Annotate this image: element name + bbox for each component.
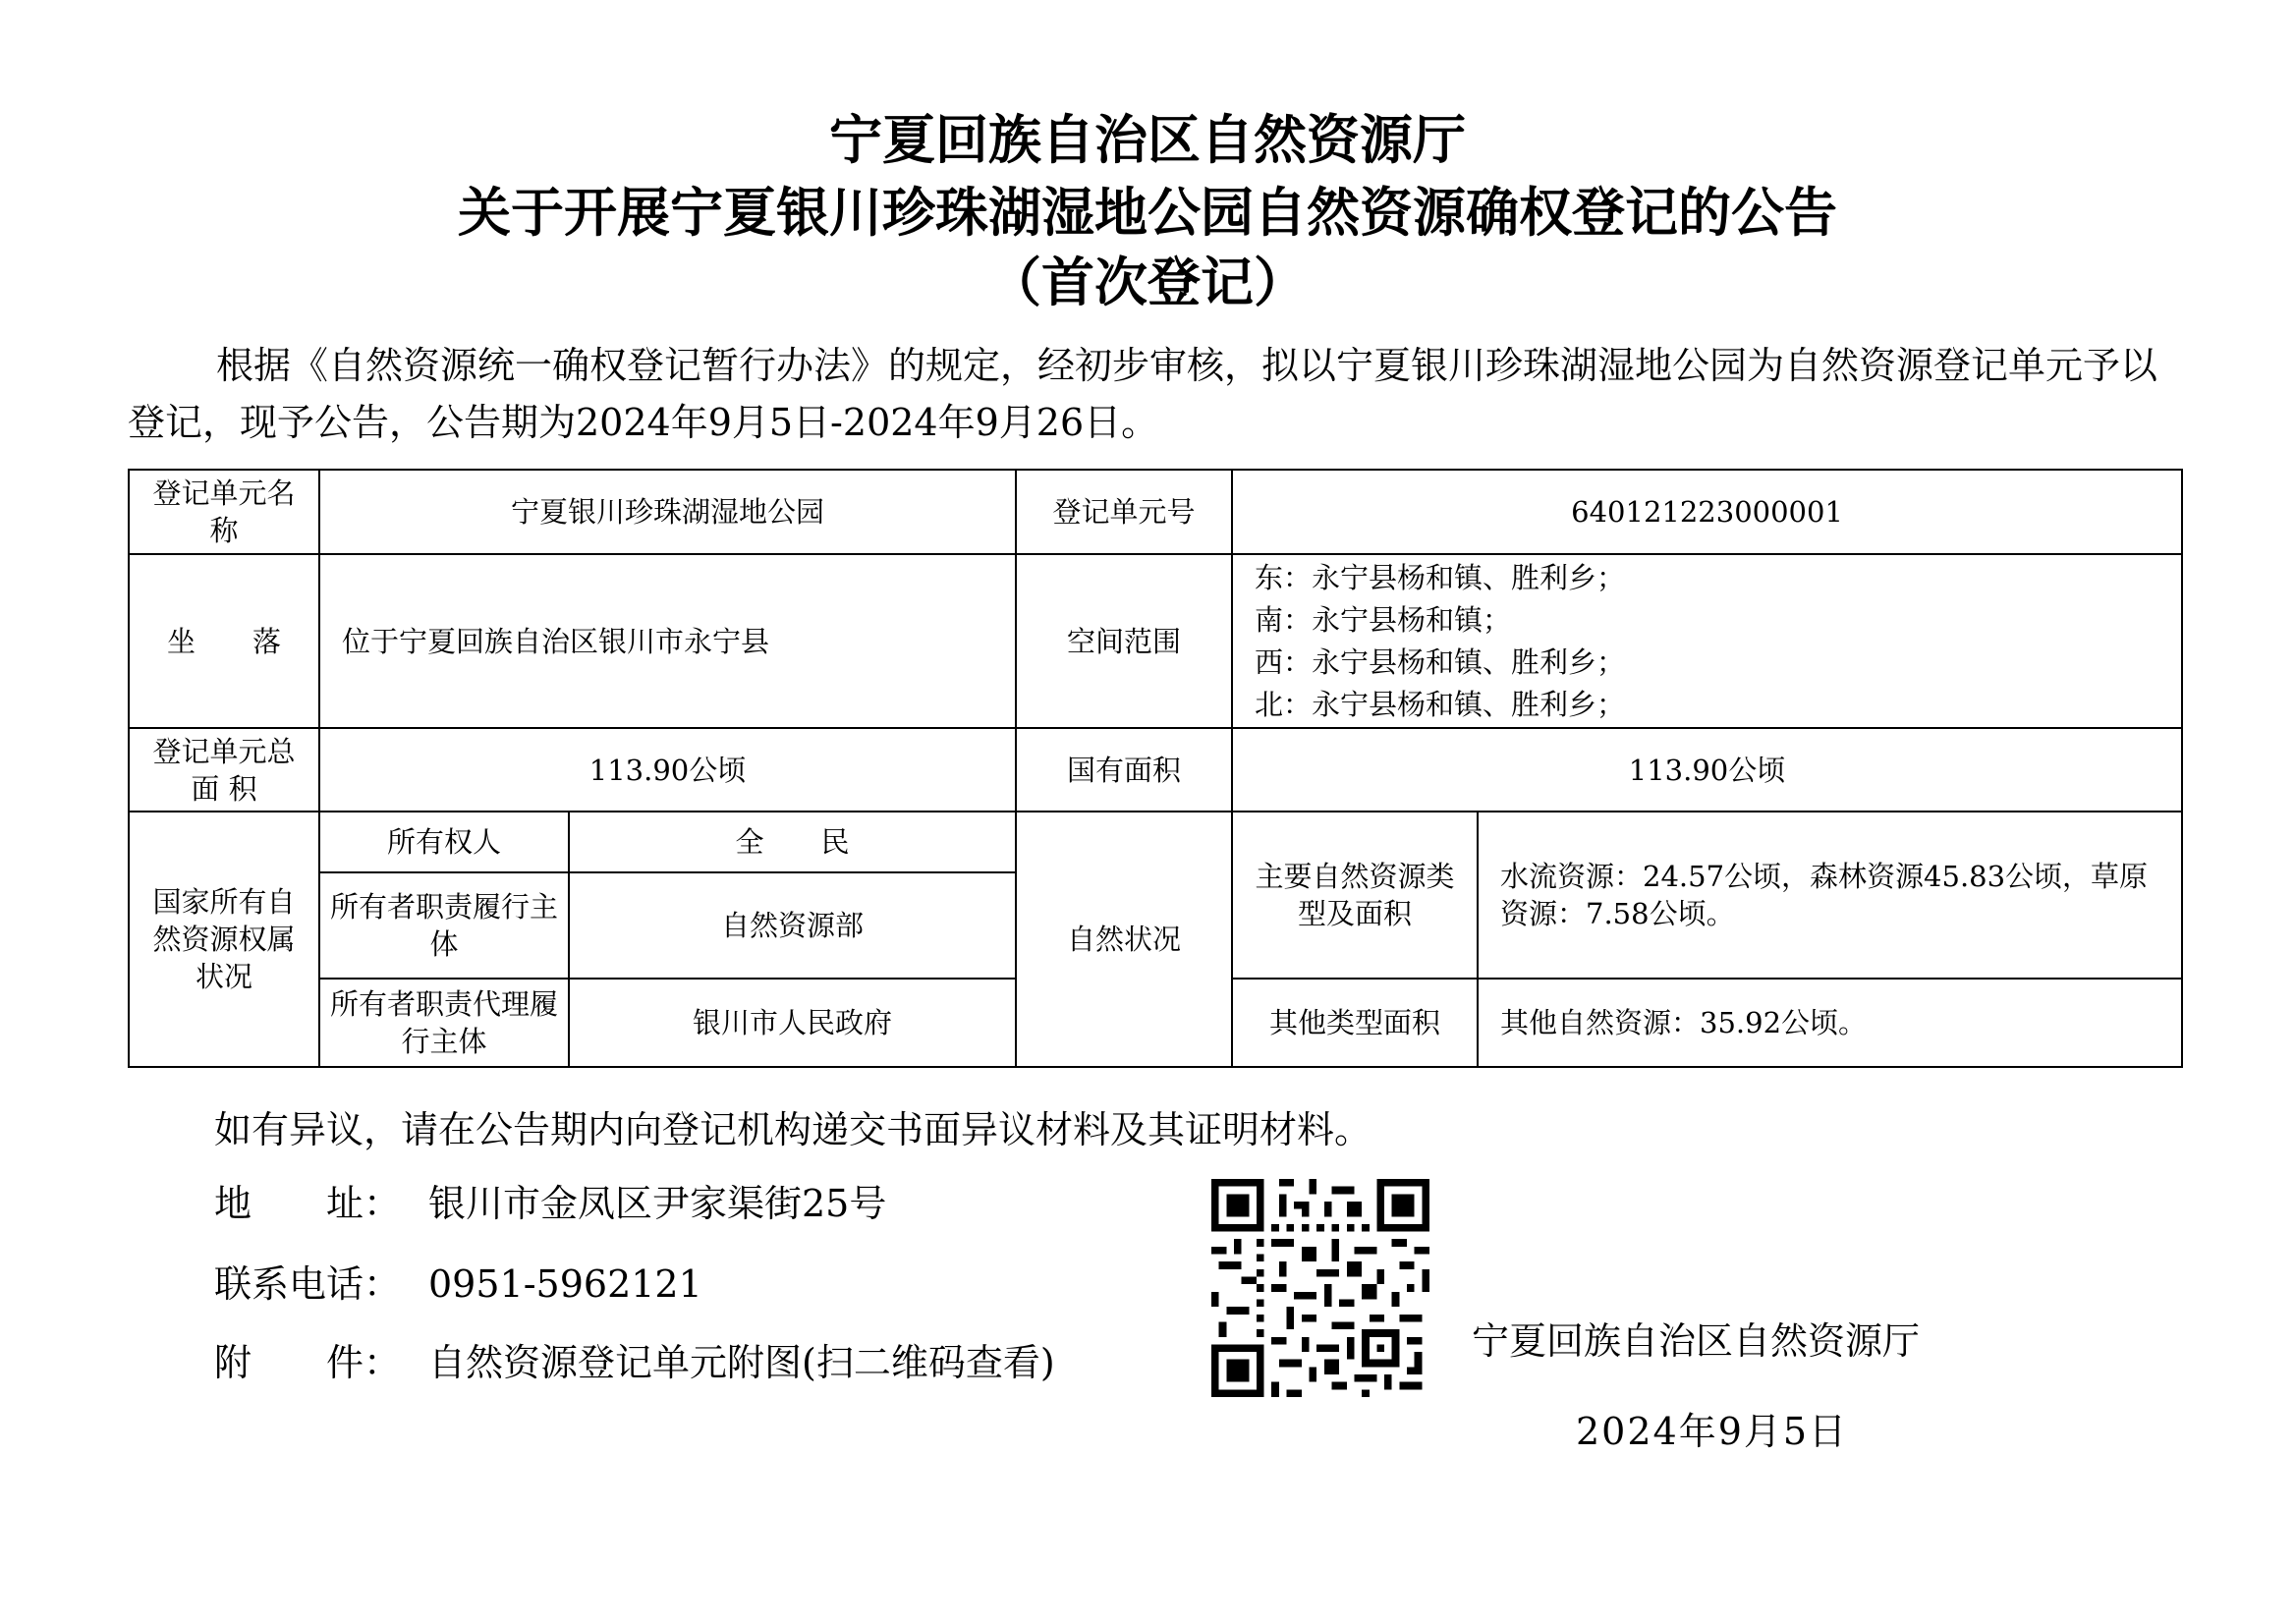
attachment-value: 自然资源登记单元附图(扫二维码查看): [428, 1341, 1055, 1384]
other-type-value: 其他自然资源：35.92公顷。: [1478, 979, 2182, 1067]
address-value: 银川市金凤区尹家渠街25号: [428, 1182, 887, 1225]
intro-paragraph: 根据《自然资源统一确权登记暂行办法》的规定，经初步审核，拟以宁夏银川珍珠湖湿地公园为自然资源登记单元予以登记，现予公告，公告期为2024年9月5日-2024年9月26日。: [128, 344, 2158, 444]
issue-date: 2024年9月5日: [1576, 1410, 1849, 1453]
objection-note: 如有异议，请在公告期内向登记机构递交书面异议材料及其证明材料。: [214, 1108, 1372, 1151]
unit-name-value: 宁夏银川珍珠湖湿地公园: [319, 470, 1016, 554]
location-value: 位于宁夏回族自治区银川市永宁县: [319, 554, 1016, 728]
qr-code-icon[interactable]: [1211, 1179, 1429, 1397]
scope-value: [1232, 554, 2182, 728]
total-area-label: 登记单元总 面 积: [129, 728, 319, 812]
attachment-label: 附 件：: [214, 1341, 402, 1384]
scope-south: 南：永宁县杨和镇；: [1255, 602, 1512, 637]
title-line-1: 宁夏回族自治区自然资源厅: [829, 109, 1466, 171]
main-resource-value: 水流资源：24.57公顷，森林资源45.83公顷，草原资源：7.58公顷。: [1478, 812, 2182, 979]
title-line-2: 关于开展宁夏银川珍珠湖湿地公园自然资源确权登记的公告: [458, 182, 1837, 244]
agent-value: 银川市人民政府: [569, 979, 1016, 1067]
owner-value: 全 民: [569, 812, 1016, 872]
attachment-line: [214, 1338, 1055, 1387]
state-area-value: 113.90公顷: [1232, 728, 2182, 812]
owner-label: 所有权人: [319, 812, 569, 872]
scope-north: 北：永宁县杨和镇、胜利乡；: [1255, 687, 1626, 721]
title-line-3: （首次登记）: [988, 252, 1307, 313]
issuer-signature: 宁夏回族自治区自然资源厅: [1472, 1319, 1921, 1363]
total-area-value: 113.90公顷: [319, 728, 1016, 812]
phone-value: 0951-5962121: [428, 1262, 702, 1306]
unit-no-label: 登记单元号: [1016, 470, 1232, 554]
agent-label: 所有者职责代理履行主体: [319, 979, 569, 1067]
scope-east: 东：永宁县杨和镇、胜利乡；: [1255, 560, 1626, 594]
duty-label: 所有者职责履行主体: [319, 872, 569, 979]
nature-label: 自然状况: [1016, 812, 1232, 1067]
address-line: [214, 1179, 886, 1228]
phone-line: [214, 1260, 702, 1309]
scope-west: 西：永宁县杨和镇、胜利乡；: [1255, 644, 1626, 679]
location-label: 坐 落: [129, 554, 319, 728]
scope-label: 空间范围: [1016, 554, 1232, 728]
unit-no-value: 640121223000001: [1232, 470, 2182, 554]
registration-table: [128, 469, 2183, 1068]
phone-label: 联系电话：: [214, 1262, 402, 1306]
main-resource-label: 主要自然资源类型及面积: [1232, 812, 1478, 979]
address-label: 地 址：: [214, 1182, 402, 1225]
duty-value: 自然资源部: [569, 872, 1016, 979]
ownership-label: 国家所有自然资源权属状况: [129, 812, 319, 1067]
other-type-label: 其他类型面积: [1232, 979, 1478, 1067]
state-area-label: 国有面积: [1016, 728, 1232, 812]
unit-name-label: 登记单元名 称: [129, 470, 319, 554]
